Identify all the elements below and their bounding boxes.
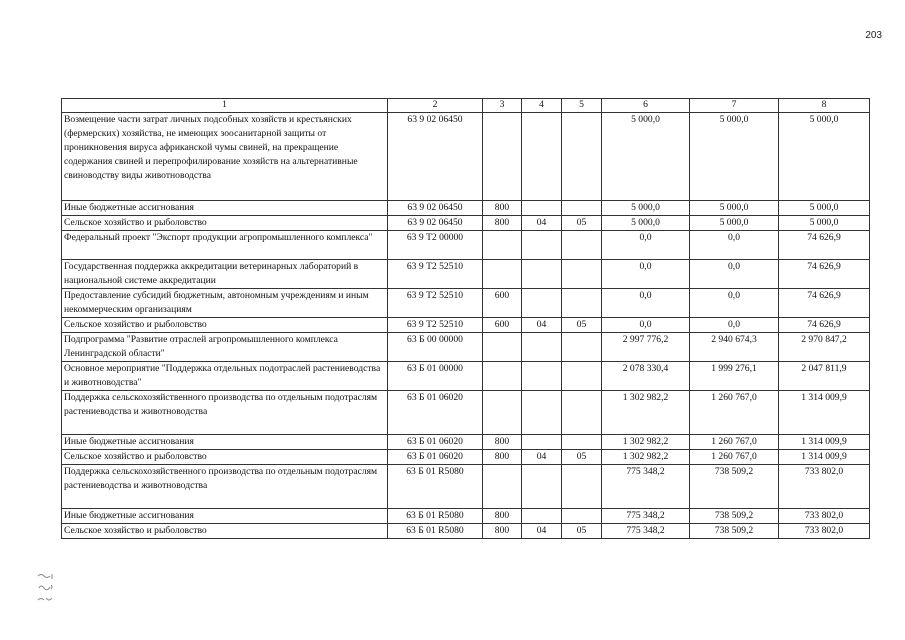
amount-col8: 74 626,9 [779, 231, 870, 260]
amount-col6: 775 348,2 [602, 524, 690, 539]
amount-col7: 5 000,0 [690, 201, 779, 216]
subsection [562, 362, 602, 391]
amount-col7: 5 000,0 [690, 113, 779, 201]
amount-col8: 74 626,9 [779, 289, 870, 318]
amount-col6: 5 000,0 [602, 216, 690, 231]
amount-col8: 5 000,0 [779, 201, 870, 216]
target-code: 63 Б 01 R5080 [388, 524, 483, 539]
table-row [62, 201, 870, 216]
row-name: Иные бюджетные ассигнования [62, 435, 388, 450]
subsection: 05 [562, 216, 602, 231]
budget-table [61, 98, 870, 539]
target-code: 63 9 Т2 52510 [388, 318, 483, 333]
section: 04 [522, 216, 562, 231]
row-name: Федеральный проект "Экспорт продукции агропромышленного комплекса" [62, 231, 388, 260]
subsection [562, 260, 602, 289]
amount-col8: 733 802,0 [779, 524, 870, 539]
target-code: 63 9 02 06450 [388, 201, 483, 216]
amount-col8: 74 626,9 [779, 260, 870, 289]
table-row [62, 435, 870, 450]
header-cell: 2 [388, 99, 483, 113]
row-name: Основное мероприятие "Поддержка отдельных подотраслей растениеводства и животноводства" [62, 362, 388, 391]
amount-col6: 0,0 [602, 231, 690, 260]
expense-type: 800 [483, 216, 522, 231]
expense-type: 800 [483, 524, 522, 539]
expense-type: 800 [483, 450, 522, 465]
amount-col6: 0,0 [602, 318, 690, 333]
margin-scribble [36, 572, 58, 611]
table-row [62, 450, 870, 465]
expense-type: 600 [483, 289, 522, 318]
target-code: 63 Б 01 06020 [388, 391, 483, 435]
amount-col8: 2 047 811,9 [779, 362, 870, 391]
amount-col8: 5 000,0 [779, 113, 870, 201]
section [522, 509, 562, 524]
amount-col6: 5 000,0 [602, 201, 690, 216]
target-code: 63 9 Т2 52510 [388, 289, 483, 318]
expense-type: 800 [483, 201, 522, 216]
amount-col7: 2 940 674,3 [690, 333, 779, 362]
section: 04 [522, 450, 562, 465]
amount-col7: 738 509,2 [690, 509, 779, 524]
subsection [562, 333, 602, 362]
amount-col7: 1 260 767,0 [690, 450, 779, 465]
table-row [62, 318, 870, 333]
target-code: 63 9 02 06450 [388, 113, 483, 201]
section [522, 435, 562, 450]
row-name: Подпрограмма "Развитие отраслей агропромышленного комплекса Ленинградской области" [62, 333, 388, 362]
section [522, 113, 562, 201]
amount-col7: 738 509,2 [690, 524, 779, 539]
table-row [62, 289, 870, 318]
target-code: 63 9 Т2 52510 [388, 260, 483, 289]
target-code: 63 9 02 06450 [388, 216, 483, 231]
subsection [562, 435, 602, 450]
amount-col6: 0,0 [602, 289, 690, 318]
amount-col8: 1 314 009,9 [779, 435, 870, 450]
target-code: 63 Б 01 06020 [388, 450, 483, 465]
header-cell: 1 [62, 99, 388, 113]
row-name: Государственная поддержка аккредитации ветеринарных лабораторий в национальной системе аккредитации [62, 260, 388, 289]
section [522, 260, 562, 289]
amount-col6: 0,0 [602, 260, 690, 289]
target-code: 63 Б 01 00000 [388, 362, 483, 391]
amount-col7: 738 509,2 [690, 465, 779, 509]
amount-col8: 5 000,0 [779, 216, 870, 231]
table-row [62, 524, 870, 539]
amount-col6: 2 997 776,2 [602, 333, 690, 362]
expense-type [483, 231, 522, 260]
amount-col6: 5 000,0 [602, 113, 690, 201]
amount-col6: 1 302 982,2 [602, 435, 690, 450]
amount-col7: 0,0 [690, 260, 779, 289]
amount-col7: 1 260 767,0 [690, 391, 779, 435]
header-cell: 5 [562, 99, 602, 113]
subsection: 05 [562, 450, 602, 465]
amount-col7: 1 999 276,1 [690, 362, 779, 391]
expense-type: 800 [483, 509, 522, 524]
subsection: 05 [562, 524, 602, 539]
expense-type: 600 [483, 318, 522, 333]
amount-col6: 775 348,2 [602, 509, 690, 524]
row-name: Иные бюджетные ассигнования [62, 509, 388, 524]
table-row [62, 260, 870, 289]
expense-type [483, 391, 522, 435]
section [522, 231, 562, 260]
table-row [62, 113, 870, 201]
table-row [62, 231, 870, 260]
subsection [562, 231, 602, 260]
target-code: 63 Б 01 06020 [388, 435, 483, 450]
page-number: 203 [865, 30, 882, 41]
row-name: Поддержка сельскохозяйственного производства по отдельным подотраслям растениеводства и животноводства [62, 391, 388, 435]
row-name: Возмещение части затрат личных подсобных хозяйств и крестьянских (фермерских) хозяйства, не имеющих зоосанитарной защиты от проникновения вируса африканской чумы свиней, на прекращение содержания свиней и перепрофилирование хозяйств на альтернативные свиноводству виды животноводства [62, 113, 388, 201]
table-row [62, 362, 870, 391]
margin-marks-icon [36, 572, 58, 608]
amount-col8: 1 314 009,9 [779, 391, 870, 435]
amount-col7: 5 000,0 [690, 216, 779, 231]
amount-col8: 733 802,0 [779, 509, 870, 524]
section [522, 333, 562, 362]
target-code: 63 Б 00 00000 [388, 333, 483, 362]
table-row [62, 465, 870, 509]
amount-col6: 775 348,2 [602, 465, 690, 509]
row-name: Поддержка сельскохозяйственного производства по отдельным подотраслям растениеводства и животноводства [62, 465, 388, 509]
amount-col6: 1 302 982,2 [602, 391, 690, 435]
header-row [62, 99, 870, 113]
target-code: 63 Б 01 R5080 [388, 509, 483, 524]
amount-col6: 1 302 982,2 [602, 450, 690, 465]
subsection [562, 465, 602, 509]
amount-col7: 0,0 [690, 289, 779, 318]
row-name: Иные бюджетные ассигнования [62, 201, 388, 216]
subsection: 05 [562, 318, 602, 333]
row-name: Предоставление субсидий бюджетным, автономным учреждениям и иным некоммерческим организациям [62, 289, 388, 318]
expense-type [483, 113, 522, 201]
section [522, 362, 562, 391]
expense-type [483, 333, 522, 362]
section [522, 465, 562, 509]
section [522, 289, 562, 318]
amount-col6: 2 078 330,4 [602, 362, 690, 391]
amount-col8: 74 626,9 [779, 318, 870, 333]
row-name: Сельское хозяйство и рыболовство [62, 524, 388, 539]
header-cell: 6 [602, 99, 690, 113]
row-name: Сельское хозяйство и рыболовство [62, 450, 388, 465]
subsection [562, 113, 602, 201]
subsection [562, 289, 602, 318]
header-cell: 4 [522, 99, 562, 113]
table-row [62, 333, 870, 362]
expense-type [483, 260, 522, 289]
subsection [562, 201, 602, 216]
header-cell: 3 [483, 99, 522, 113]
expense-type: 800 [483, 435, 522, 450]
expense-type [483, 362, 522, 391]
table-row [62, 216, 870, 231]
amount-col7: 0,0 [690, 318, 779, 333]
header-cell: 7 [690, 99, 779, 113]
section: 04 [522, 524, 562, 539]
amount-col7: 0,0 [690, 231, 779, 260]
header-cell: 8 [779, 99, 870, 113]
table-row [62, 509, 870, 524]
target-code: 63 9 Т2 00000 [388, 231, 483, 260]
target-code: 63 Б 01 R5080 [388, 465, 483, 509]
amount-col8: 733 802,0 [779, 465, 870, 509]
row-name: Сельское хозяйство и рыболовство [62, 216, 388, 231]
section [522, 201, 562, 216]
expense-type [483, 465, 522, 509]
amount-col7: 1 260 767,0 [690, 435, 779, 450]
amount-col8: 1 314 009,9 [779, 450, 870, 465]
section: 04 [522, 318, 562, 333]
subsection [562, 391, 602, 435]
row-name: Сельское хозяйство и рыболовство [62, 318, 388, 333]
subsection [562, 509, 602, 524]
section [522, 391, 562, 435]
table-row [62, 391, 870, 435]
amount-col8: 2 970 847,2 [779, 333, 870, 362]
